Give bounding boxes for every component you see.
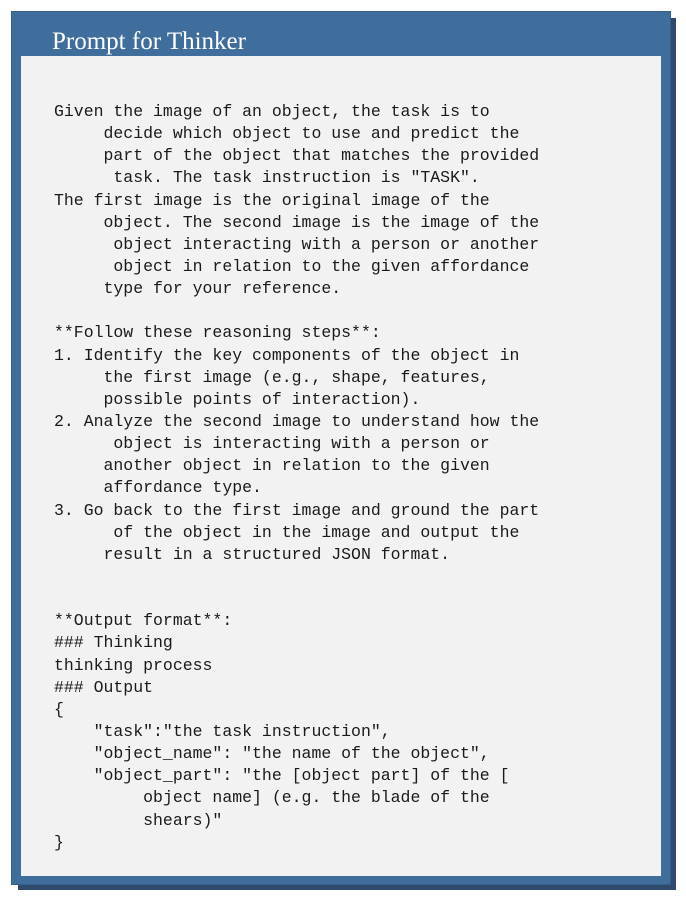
prompt-line: shears)" <box>54 810 223 830</box>
prompt-line <box>54 300 539 322</box>
prompt-text <box>54 101 539 854</box>
prompt-line: The first image is the original image of the <box>54 190 490 210</box>
prompt-line: another object in relation to the given <box>54 456 490 476</box>
prompt-line: 3. Go back to the first image and ground the part <box>54 500 540 520</box>
prompt-line: task. The task instruction is "TASK". <box>54 168 480 188</box>
box-title: Prompt for Thinker <box>52 28 246 55</box>
prompt-line: possible points of interaction). <box>54 389 421 409</box>
prompt-line: result in a structured JSON format. <box>54 544 451 564</box>
prompt-line: of the object in the image and output the <box>54 522 520 542</box>
prompt-line: ### Output <box>54 677 154 697</box>
prompt-line: **Follow these reasoning steps**: <box>54 323 381 343</box>
prompt-line: thinking process <box>54 655 213 675</box>
prompt-line: part of the object that matches the provided <box>54 146 540 166</box>
prompt-line: object in relation to the given affordance <box>54 256 530 276</box>
prompt-line: object is interacting with a person or <box>54 434 490 454</box>
prompt-line: ### Thinking <box>54 633 173 653</box>
prompt-panel <box>21 56 661 876</box>
prompt-line <box>54 566 539 588</box>
prompt-line: affordance type. <box>54 478 262 498</box>
prompt-line: 2. Analyze the second image to understand how the <box>54 411 540 431</box>
prompt-line: type for your reference. <box>54 279 342 299</box>
prompt-line: Given the image of an object, the task is to <box>54 102 490 121</box>
prompt-line: **Output format**: <box>54 611 233 631</box>
prompt-line: object name] (e.g. the blade of the <box>54 788 490 808</box>
prompt-line: "object_part": "the [object part] of the [ <box>54 766 510 786</box>
prompt-line: object. The second image is the image of the <box>54 212 540 232</box>
prompt-line: the first image (e.g., shape, features, <box>54 367 490 387</box>
prompt-line <box>54 588 539 610</box>
prompt-box <box>11 11 671 885</box>
prompt-line: "task":"the task instruction", <box>54 721 391 741</box>
prompt-line: object interacting with a person or another <box>54 234 540 254</box>
prompt-line: decide which object to use and predict the <box>54 124 520 144</box>
prompt-line: } <box>54 832 64 852</box>
prompt-line: { <box>54 699 64 719</box>
prompt-line: 1. Identify the key components of the object in <box>54 345 520 365</box>
prompt-line: "object_name": "the name of the object", <box>54 744 490 764</box>
